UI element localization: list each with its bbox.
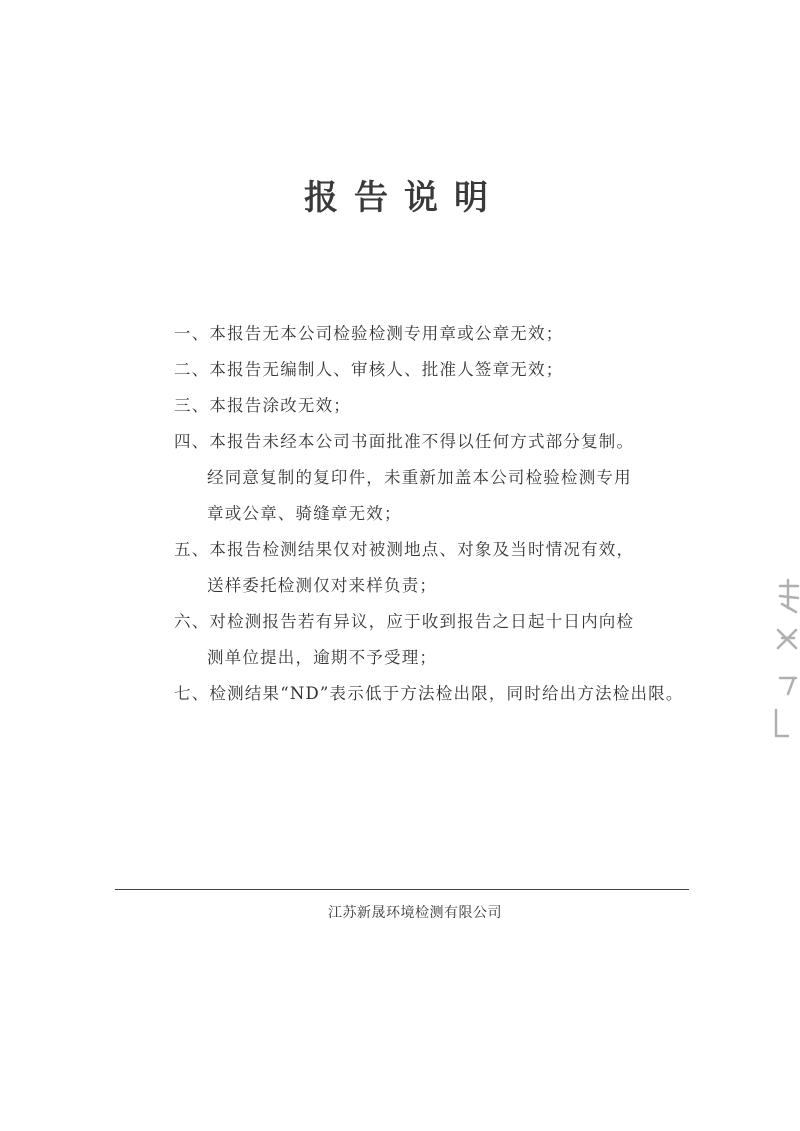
item-text: 本报告无本公司检验检测专用章或公章无效； xyxy=(209,324,564,343)
company-name: 江苏新晟环境检测有限公司 xyxy=(328,905,502,921)
list-item xyxy=(174,676,774,712)
seal-fragment-icon xyxy=(768,560,800,750)
list-item xyxy=(174,532,774,604)
item-number: 五、 xyxy=(174,540,210,559)
item-number: 一、 xyxy=(174,324,210,343)
item-number: 六、 xyxy=(174,612,210,631)
footer-divider xyxy=(115,889,689,890)
item-text: 对检测报告若有异议，应于收到报告之日起十日内向检 xyxy=(209,612,635,631)
item-text: 本报告检测结果仅对被测地点、对象及当时情况有效， xyxy=(209,540,635,559)
item-number: 三、 xyxy=(174,396,210,415)
list-item xyxy=(174,424,774,532)
list-item xyxy=(174,388,774,424)
item-number: 二、 xyxy=(174,360,210,379)
item-text: 本报告未经本公司书面批准不得以任何方式部分复制。 xyxy=(209,432,635,451)
item-continuation: 经同意复制的复印件，未重新加盖本公司检验检测专用 xyxy=(207,468,632,487)
item-number: 四、 xyxy=(174,432,210,451)
item-continuation: 送样委托检测仅对来样负责； xyxy=(207,576,438,595)
list-item xyxy=(174,352,774,388)
list-item xyxy=(174,604,774,676)
item-number: 七、 xyxy=(174,684,210,703)
item-continuation: 测单位提出，逾期不予受理； xyxy=(207,648,438,667)
page-title: 报告说明 xyxy=(304,178,504,218)
list-item xyxy=(174,316,774,352)
item-continuation: 章或公章、骑缝章无效； xyxy=(207,504,402,523)
item-text: 本报告涂改无效； xyxy=(209,396,352,415)
item-text: 检测结果“ND”表示低于方法检出限，同时给出方法检出限。 xyxy=(209,684,684,703)
notice-list xyxy=(174,316,774,712)
item-text: 本报告无编制人、审核人、批准人签章无效； xyxy=(209,360,564,379)
